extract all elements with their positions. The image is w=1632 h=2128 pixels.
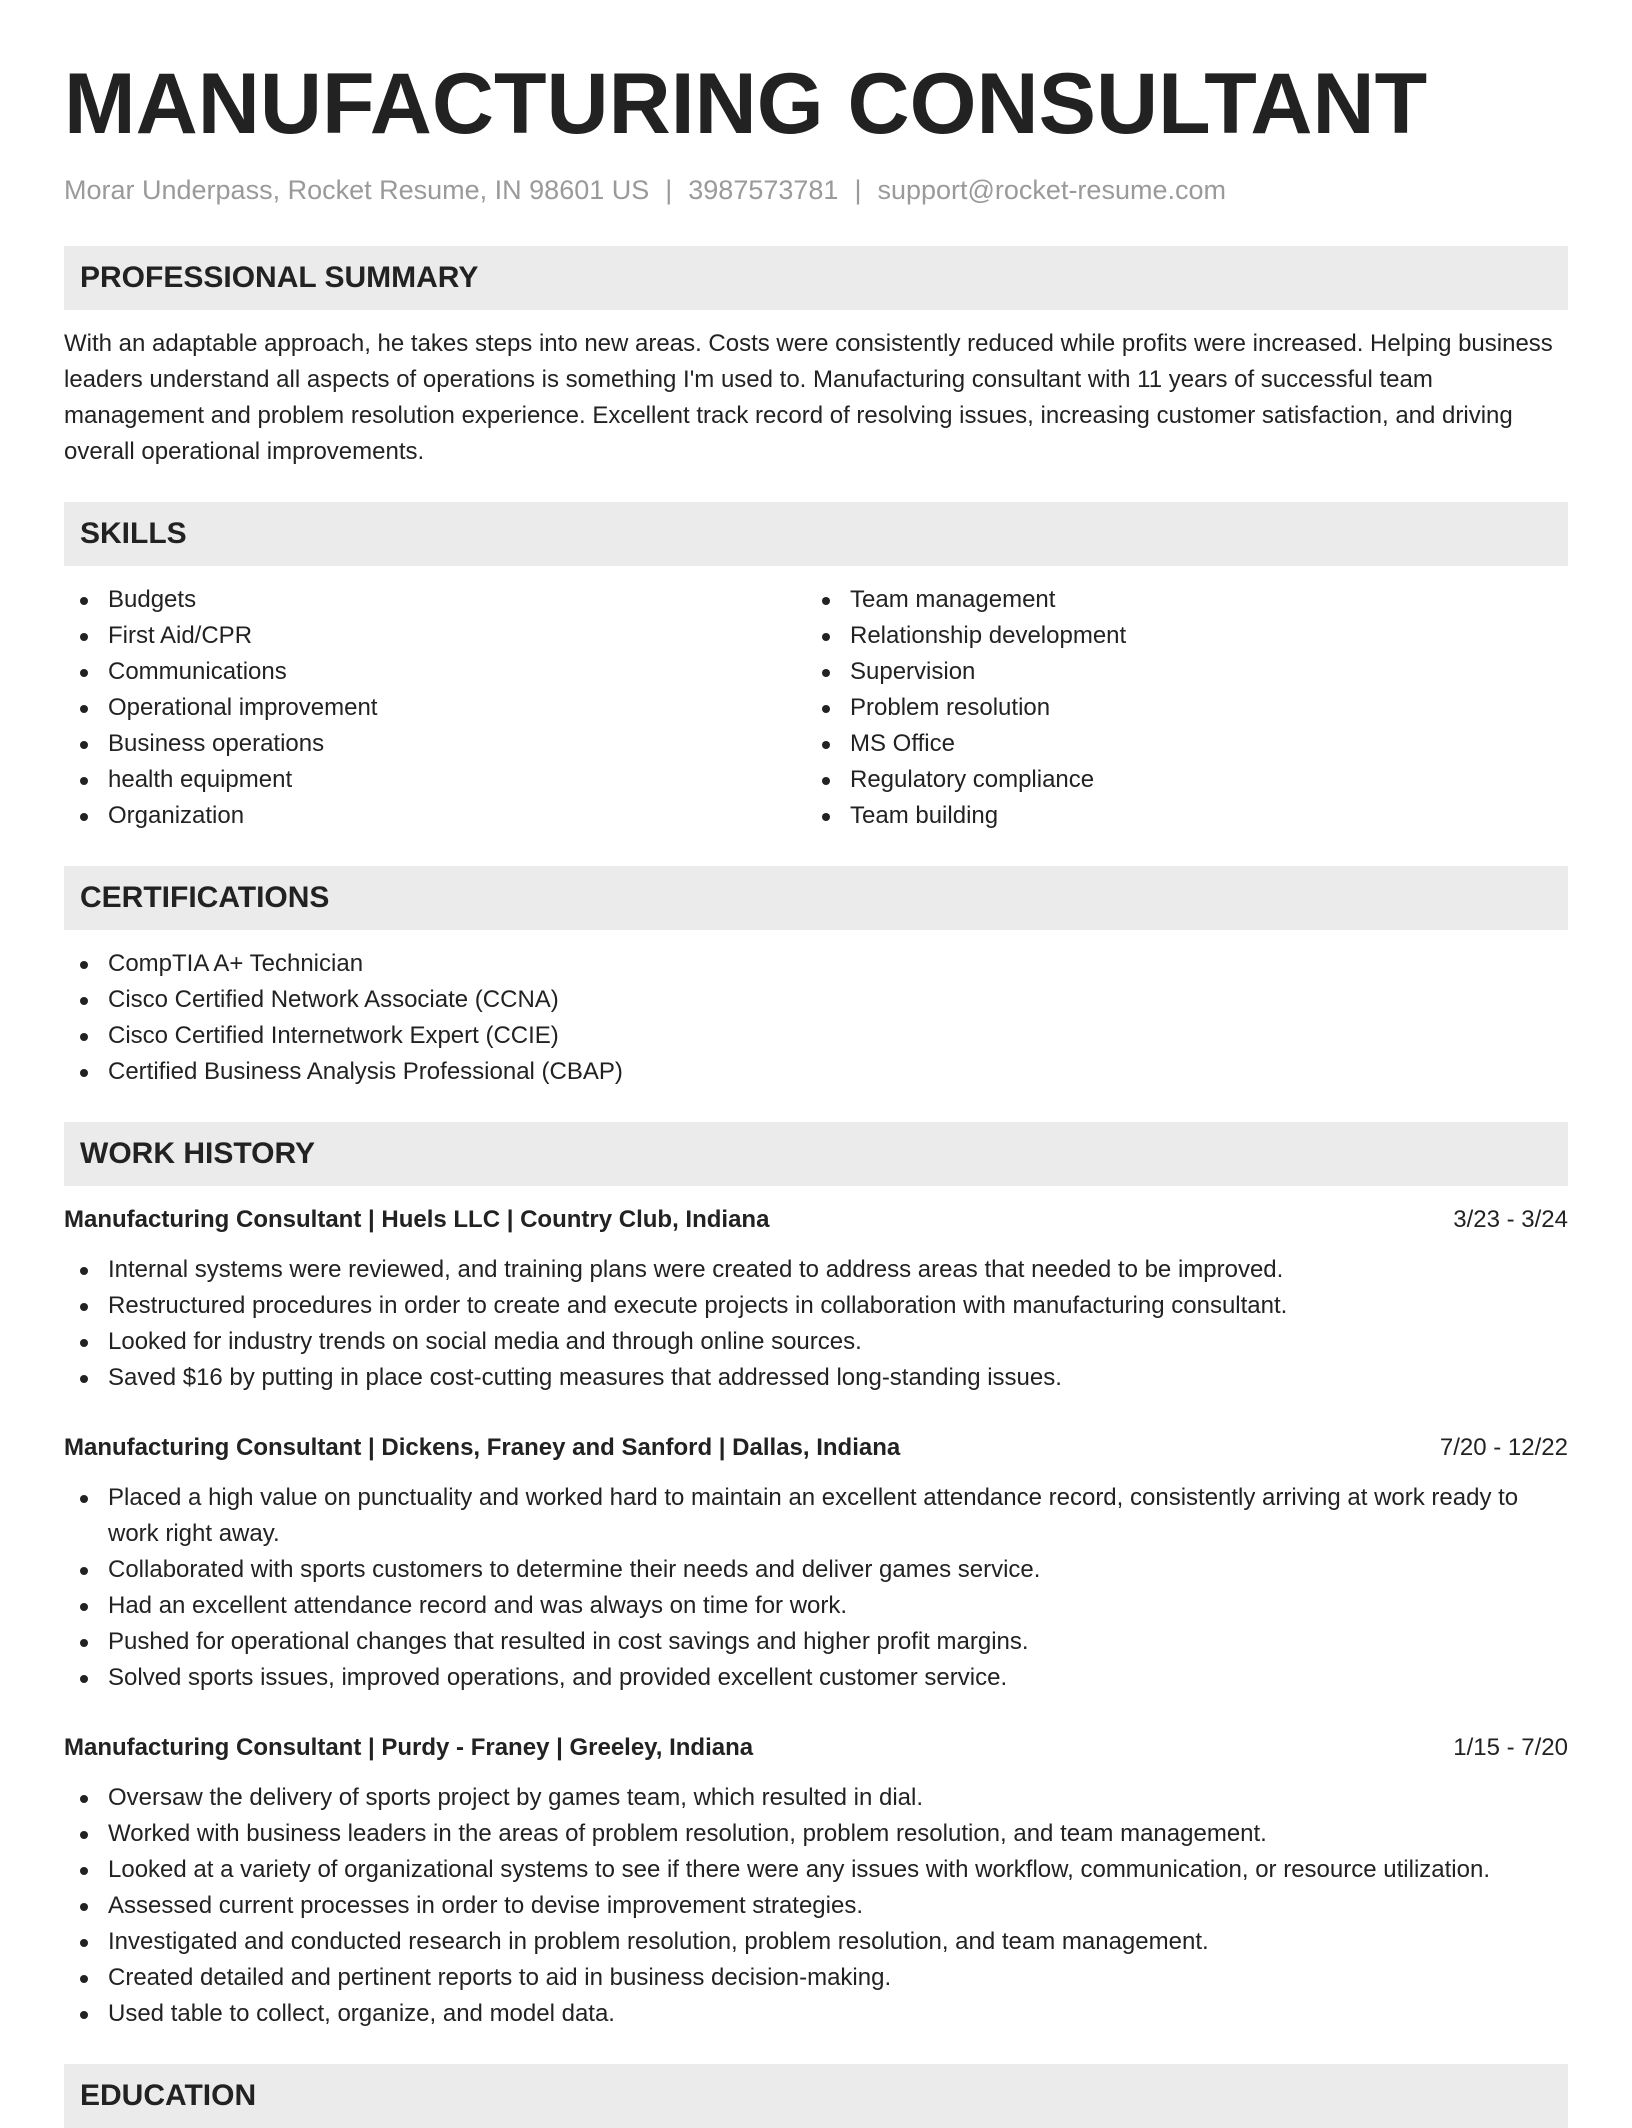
job-bullet: Assessed current processes in order to devise improvement strategies. (64, 1888, 1568, 1924)
job-header (64, 1430, 1568, 1466)
contact-line (64, 172, 1568, 208)
section-heading-summary: PROFESSIONAL SUMMARY (64, 246, 1568, 310)
job-dates: 1/15 - 7/20 (1453, 1734, 1568, 1761)
summary-text: With an adaptable approach, he takes steps into new areas. Costs were consistently reduced while profits were increased. Helping business leaders understand all aspects of operations is something I'm used to. Manufacturing consultant with 11 years of successful team management and problem resolution experience. Excellent track record of resolving issues, increasing customer satisfaction, and driving overall operational improvements. (64, 330, 1553, 465)
resume-title: MANUFACTURING CONSULTANT (64, 56, 1428, 152)
job-bullet: Collaborated with sports customers to determine their needs and deliver games service. (64, 1552, 1568, 1588)
skill-item: Team management (806, 582, 1548, 618)
certification-item: Certified Business Analysis Professional (CBAP) (64, 1054, 1568, 1090)
skill-item: Organization (64, 798, 806, 834)
certification-item: Cisco Certified Network Associate (CCNA) (64, 982, 1568, 1018)
job-bullet: Oversaw the delivery of sports project by games team, which resulted in dial. (64, 1780, 1568, 1816)
skill-item: Regulatory compliance (806, 762, 1548, 798)
job-bullet: Solved sports issues, improved operations, and provided excellent customer service. (64, 1660, 1568, 1696)
job-bullet: Restructured procedures in order to create and execute projects in collaboration with manufacturing consultant. (64, 1288, 1568, 1324)
job-title: Manufacturing Consultant | Purdy - Franey | Greeley, Indiana (64, 1734, 754, 1761)
job-bullet: Had an excellent attendance record and was always on time for work. (64, 1588, 1568, 1624)
certifications-list (64, 946, 1568, 1090)
job-bullet: Internal systems were reviewed, and training plans were created to address areas that needed to be improved. (64, 1252, 1568, 1288)
job-bullet: Saved $16 by putting in place cost-cutting measures that addressed long-standing issues. (64, 1360, 1568, 1396)
skill-item: Supervision (806, 654, 1548, 690)
skill-item: health equipment (64, 762, 806, 798)
job-bullet: Investigated and conducted research in problem resolution, problem resolution, and team management. (64, 1924, 1568, 1960)
contact-address: Morar Underpass, Rocket Resume, IN 98601 US (64, 175, 650, 205)
job-bullet: Looked at a variety of organizational systems to see if there were any issues with workflow, communication, or resource utilization. (64, 1852, 1568, 1888)
section-heading-certifications: CERTIFICATIONS (64, 866, 1568, 930)
section-heading-skills: SKILLS (64, 502, 1568, 566)
job-title: Manufacturing Consultant | Huels LLC | Country Club, Indiana (64, 1206, 770, 1233)
section-heading-work-history: WORK HISTORY (64, 1122, 1568, 1186)
job-bullet: Used table to collect, organize, and model data. (64, 1996, 1568, 2032)
job-header (64, 1202, 1568, 1238)
skill-item: Relationship development (806, 618, 1548, 654)
job-bullets (64, 1780, 1568, 2032)
job-entry (64, 1202, 1568, 1396)
certification-item: Cisco Certified Internetwork Expert (CCIE) (64, 1018, 1568, 1054)
job-title: Manufacturing Consultant | Dickens, Franey and Sanford | Dallas, Indiana (64, 1434, 901, 1461)
job-entry (64, 1430, 1568, 1696)
skill-item: First Aid/CPR (64, 618, 806, 654)
skill-item: Team building (806, 798, 1548, 834)
contact-phone: 3987573781 (688, 175, 839, 205)
skill-item: Problem resolution (806, 690, 1548, 726)
job-bullet: Pushed for operational changes that resulted in cost savings and higher profit margins. (64, 1624, 1568, 1660)
skill-item: Business operations (64, 726, 806, 762)
section-heading-education: EDUCATION (64, 2064, 1568, 2128)
job-bullets (64, 1480, 1568, 1696)
contact-separator: | (854, 175, 862, 205)
job-bullets (64, 1252, 1568, 1396)
job-dates: 3/23 - 3/24 (1453, 1206, 1568, 1233)
skill-item: Operational improvement (64, 690, 806, 726)
skill-item: MS Office (806, 726, 1548, 762)
job-bullet: Created detailed and pertinent reports to aid in business decision-making. (64, 1960, 1568, 1996)
skills-grid (64, 582, 1568, 834)
job-bullet: Placed a high value on punctuality and worked hard to maintain an excellent attendance record, consistently arriving at work ready to work right away. (64, 1480, 1568, 1552)
skills-column-left (64, 582, 806, 834)
skill-item: Budgets (64, 582, 806, 618)
job-bullet: Looked for industry trends on social media and through online sources. (64, 1324, 1568, 1360)
job-entry (64, 1730, 1568, 2032)
certification-item: CompTIA A+ Technician (64, 946, 1568, 982)
job-bullet: Worked with business leaders in the areas of problem resolution, problem resolution, and team management. (64, 1816, 1568, 1852)
contact-email: support@rocket-resume.com (877, 175, 1226, 205)
skills-column-right (806, 582, 1548, 834)
job-header (64, 1730, 1568, 1766)
contact-separator: | (665, 175, 673, 205)
skill-item: Communications (64, 654, 806, 690)
job-dates: 7/20 - 12/22 (1439, 1434, 1568, 1461)
